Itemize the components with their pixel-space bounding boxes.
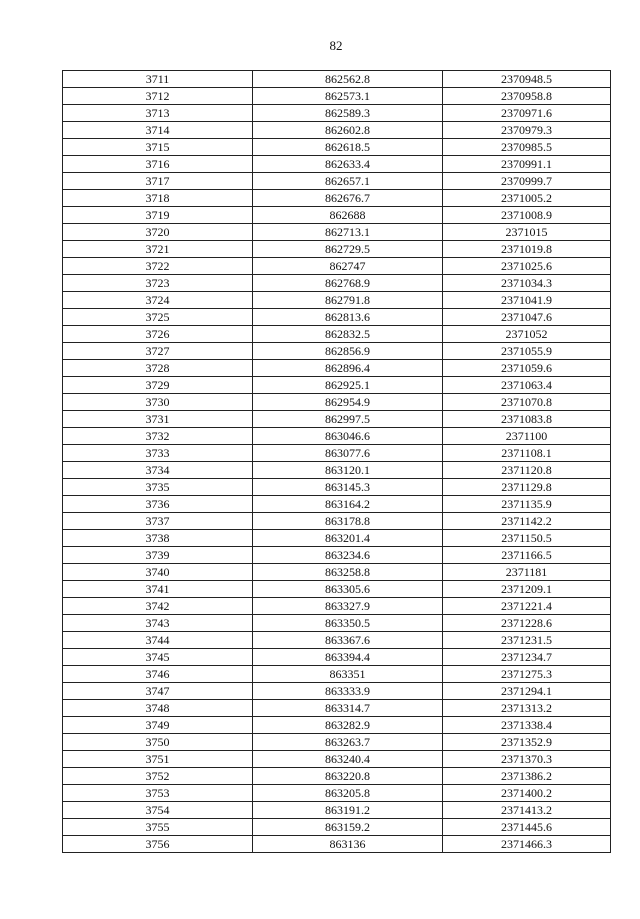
y-coordinate-cell: 2371108.1 xyxy=(443,445,611,462)
table-row xyxy=(63,836,611,853)
point-number-cell: 3719 xyxy=(63,207,253,224)
y-coordinate-cell: 2371413.2 xyxy=(443,802,611,819)
y-coordinate-cell: 2371034.3 xyxy=(443,275,611,292)
y-coordinate-cell: 2371209.1 xyxy=(443,581,611,598)
point-number-cell: 3740 xyxy=(63,564,253,581)
y-coordinate-cell: 2371052 xyxy=(443,326,611,343)
point-number-cell: 3739 xyxy=(63,547,253,564)
y-coordinate-cell: 2371150.5 xyxy=(443,530,611,547)
y-coordinate-cell: 2371313.2 xyxy=(443,700,611,717)
point-number-cell: 3729 xyxy=(63,377,253,394)
table-row xyxy=(63,700,611,717)
y-coordinate-cell: 2371221.4 xyxy=(443,598,611,615)
table-row xyxy=(63,581,611,598)
table-row xyxy=(63,156,611,173)
y-coordinate-cell: 2370991.1 xyxy=(443,156,611,173)
y-coordinate-cell: 2371142.2 xyxy=(443,513,611,530)
x-coordinate-cell: 863305.6 xyxy=(253,581,443,598)
point-number-cell: 3756 xyxy=(63,836,253,853)
x-coordinate-cell: 863394.4 xyxy=(253,649,443,666)
point-number-cell: 3746 xyxy=(63,666,253,683)
x-coordinate-cell: 863314.7 xyxy=(253,700,443,717)
point-number-cell: 3714 xyxy=(63,122,253,139)
x-coordinate-cell: 863333.9 xyxy=(253,683,443,700)
x-coordinate-cell: 863201.4 xyxy=(253,530,443,547)
table-row xyxy=(63,445,611,462)
point-number-cell: 3755 xyxy=(63,819,253,836)
table-row xyxy=(63,275,611,292)
y-coordinate-cell: 2371135.9 xyxy=(443,496,611,513)
table-row xyxy=(63,71,611,88)
x-coordinate-cell: 863046.6 xyxy=(253,428,443,445)
x-coordinate-cell: 863077.6 xyxy=(253,445,443,462)
table-row xyxy=(63,207,611,224)
table-row xyxy=(63,258,611,275)
y-coordinate-cell: 2371400.2 xyxy=(443,785,611,802)
table-row xyxy=(63,241,611,258)
y-coordinate-cell: 2371041.9 xyxy=(443,292,611,309)
point-number-cell: 3750 xyxy=(63,734,253,751)
table-row xyxy=(63,122,611,139)
table-row xyxy=(63,615,611,632)
table-row xyxy=(63,88,611,105)
x-coordinate-cell: 863327.9 xyxy=(253,598,443,615)
table-row xyxy=(63,394,611,411)
page-number: 82 xyxy=(329,38,343,53)
y-coordinate-cell: 2371386.2 xyxy=(443,768,611,785)
table-row xyxy=(63,564,611,581)
y-coordinate-cell: 2371005.2 xyxy=(443,190,611,207)
table-row xyxy=(63,513,611,530)
x-coordinate-cell: 863136 xyxy=(253,836,443,853)
point-number-cell: 3712 xyxy=(63,88,253,105)
point-number-cell: 3735 xyxy=(63,479,253,496)
point-number-cell: 3752 xyxy=(63,768,253,785)
point-number-cell: 3743 xyxy=(63,615,253,632)
x-coordinate-cell: 863205.8 xyxy=(253,785,443,802)
table-row xyxy=(63,377,611,394)
point-number-cell: 3732 xyxy=(63,428,253,445)
y-coordinate-cell: 2371100 xyxy=(443,428,611,445)
table-row xyxy=(63,802,611,819)
y-coordinate-cell: 2371231.5 xyxy=(443,632,611,649)
point-number-cell: 3724 xyxy=(63,292,253,309)
table-row xyxy=(63,360,611,377)
y-coordinate-cell: 2371466.3 xyxy=(443,836,611,853)
point-number-cell: 3754 xyxy=(63,802,253,819)
table-row xyxy=(63,343,611,360)
point-number-cell: 3736 xyxy=(63,496,253,513)
y-coordinate-cell: 2371445.6 xyxy=(443,819,611,836)
point-number-cell: 3728 xyxy=(63,360,253,377)
y-coordinate-cell: 2371059.6 xyxy=(443,360,611,377)
point-number-cell: 3745 xyxy=(63,649,253,666)
x-coordinate-cell: 863234.6 xyxy=(253,547,443,564)
table-row xyxy=(63,139,611,156)
x-coordinate-cell: 862832.5 xyxy=(253,326,443,343)
y-coordinate-cell: 2371129.8 xyxy=(443,479,611,496)
point-number-cell: 3734 xyxy=(63,462,253,479)
x-coordinate-cell: 862896.4 xyxy=(253,360,443,377)
table-row xyxy=(63,292,611,309)
x-coordinate-cell: 862688 xyxy=(253,207,443,224)
y-coordinate-cell: 2371370.3 xyxy=(443,751,611,768)
point-number-cell: 3722 xyxy=(63,258,253,275)
point-number-cell: 3715 xyxy=(63,139,253,156)
x-coordinate-cell: 862589.3 xyxy=(253,105,443,122)
x-coordinate-cell: 862747 xyxy=(253,258,443,275)
table-row xyxy=(63,547,611,564)
y-coordinate-cell: 2371181 xyxy=(443,564,611,581)
point-number-cell: 3723 xyxy=(63,275,253,292)
y-coordinate-cell: 2371055.9 xyxy=(443,343,611,360)
table-row xyxy=(63,411,611,428)
table-row xyxy=(63,462,611,479)
point-number-cell: 3716 xyxy=(63,156,253,173)
point-number-cell: 3753 xyxy=(63,785,253,802)
table-row xyxy=(63,326,611,343)
table-row xyxy=(63,496,611,513)
x-coordinate-cell: 862954.9 xyxy=(253,394,443,411)
point-number-cell: 3738 xyxy=(63,530,253,547)
table-row xyxy=(63,190,611,207)
x-coordinate-cell: 863220.8 xyxy=(253,768,443,785)
y-coordinate-cell: 2370979.3 xyxy=(443,122,611,139)
y-coordinate-cell: 2371019.8 xyxy=(443,241,611,258)
x-coordinate-cell: 862618.5 xyxy=(253,139,443,156)
table-row xyxy=(63,717,611,734)
point-number-cell: 3726 xyxy=(63,326,253,343)
y-coordinate-cell: 2371083.8 xyxy=(443,411,611,428)
x-coordinate-cell: 862602.8 xyxy=(253,122,443,139)
x-coordinate-cell: 863120.1 xyxy=(253,462,443,479)
x-coordinate-cell: 862813.6 xyxy=(253,309,443,326)
y-coordinate-cell: 2370948.5 xyxy=(443,71,611,88)
y-coordinate-cell: 2371166.5 xyxy=(443,547,611,564)
point-number-cell: 3730 xyxy=(63,394,253,411)
point-number-cell: 3711 xyxy=(63,71,253,88)
table-row xyxy=(63,224,611,241)
x-coordinate-cell: 863282.9 xyxy=(253,717,443,734)
coordinates-table-body xyxy=(63,71,611,853)
y-coordinate-cell: 2371234.7 xyxy=(443,649,611,666)
y-coordinate-cell: 2371352.9 xyxy=(443,734,611,751)
point-number-cell: 3717 xyxy=(63,173,253,190)
table-row xyxy=(63,751,611,768)
point-number-cell: 3751 xyxy=(63,751,253,768)
y-coordinate-cell: 2371338.4 xyxy=(443,717,611,734)
table-row xyxy=(63,309,611,326)
y-coordinate-cell: 2371047.6 xyxy=(443,309,611,326)
point-number-cell: 3733 xyxy=(63,445,253,462)
x-coordinate-cell: 862791.8 xyxy=(253,292,443,309)
x-coordinate-cell: 863367.6 xyxy=(253,632,443,649)
x-coordinate-cell: 863164.2 xyxy=(253,496,443,513)
table-row xyxy=(63,173,611,190)
y-coordinate-cell: 2370999.7 xyxy=(443,173,611,190)
point-number-cell: 3742 xyxy=(63,598,253,615)
point-number-cell: 3718 xyxy=(63,190,253,207)
y-coordinate-cell: 2371025.6 xyxy=(443,258,611,275)
point-number-cell: 3727 xyxy=(63,343,253,360)
x-coordinate-cell: 863350.5 xyxy=(253,615,443,632)
y-coordinate-cell: 2371070.8 xyxy=(443,394,611,411)
x-coordinate-cell: 862729.5 xyxy=(253,241,443,258)
point-number-cell: 3731 xyxy=(63,411,253,428)
point-number-cell: 3713 xyxy=(63,105,253,122)
x-coordinate-cell: 862676.7 xyxy=(253,190,443,207)
table-row xyxy=(63,819,611,836)
x-coordinate-cell: 862856.9 xyxy=(253,343,443,360)
y-coordinate-cell: 2370971.6 xyxy=(443,105,611,122)
table-row xyxy=(63,530,611,547)
table-row xyxy=(63,768,611,785)
x-coordinate-cell: 862768.9 xyxy=(253,275,443,292)
x-coordinate-cell: 862573.1 xyxy=(253,88,443,105)
x-coordinate-cell: 863178.8 xyxy=(253,513,443,530)
table-row xyxy=(63,632,611,649)
coordinates-table xyxy=(62,70,611,853)
x-coordinate-cell: 863263.7 xyxy=(253,734,443,751)
x-coordinate-cell: 863191.2 xyxy=(253,802,443,819)
x-coordinate-cell: 862633.4 xyxy=(253,156,443,173)
point-number-cell: 3725 xyxy=(63,309,253,326)
table-row xyxy=(63,598,611,615)
x-coordinate-cell: 863351 xyxy=(253,666,443,683)
x-coordinate-cell: 863145.3 xyxy=(253,479,443,496)
table-row xyxy=(63,785,611,802)
table-row xyxy=(63,734,611,751)
y-coordinate-cell: 2371275.3 xyxy=(443,666,611,683)
y-coordinate-cell: 2371120.8 xyxy=(443,462,611,479)
x-coordinate-cell: 863240.4 xyxy=(253,751,443,768)
x-coordinate-cell: 862562.8 xyxy=(253,71,443,88)
y-coordinate-cell: 2370958.8 xyxy=(443,88,611,105)
table-row xyxy=(63,479,611,496)
table-row xyxy=(63,666,611,683)
y-coordinate-cell: 2370985.5 xyxy=(443,139,611,156)
table-row xyxy=(63,105,611,122)
x-coordinate-cell: 863159.2 xyxy=(253,819,443,836)
point-number-cell: 3741 xyxy=(63,581,253,598)
point-number-cell: 3720 xyxy=(63,224,253,241)
x-coordinate-cell: 863258.8 xyxy=(253,564,443,581)
table-row xyxy=(63,683,611,700)
point-number-cell: 3748 xyxy=(63,700,253,717)
x-coordinate-cell: 862713.1 xyxy=(253,224,443,241)
y-coordinate-cell: 2371294.1 xyxy=(443,683,611,700)
table-row xyxy=(63,428,611,445)
x-coordinate-cell: 862997.5 xyxy=(253,411,443,428)
table-row xyxy=(63,649,611,666)
point-number-cell: 3737 xyxy=(63,513,253,530)
point-number-cell: 3749 xyxy=(63,717,253,734)
y-coordinate-cell: 2371228.6 xyxy=(443,615,611,632)
x-coordinate-cell: 862925.1 xyxy=(253,377,443,394)
y-coordinate-cell: 2371063.4 xyxy=(443,377,611,394)
point-number-cell: 3744 xyxy=(63,632,253,649)
point-number-cell: 3721 xyxy=(63,241,253,258)
x-coordinate-cell: 862657.1 xyxy=(253,173,443,190)
y-coordinate-cell: 2371015 xyxy=(443,224,611,241)
y-coordinate-cell: 2371008.9 xyxy=(443,207,611,224)
point-number-cell: 3747 xyxy=(63,683,253,700)
